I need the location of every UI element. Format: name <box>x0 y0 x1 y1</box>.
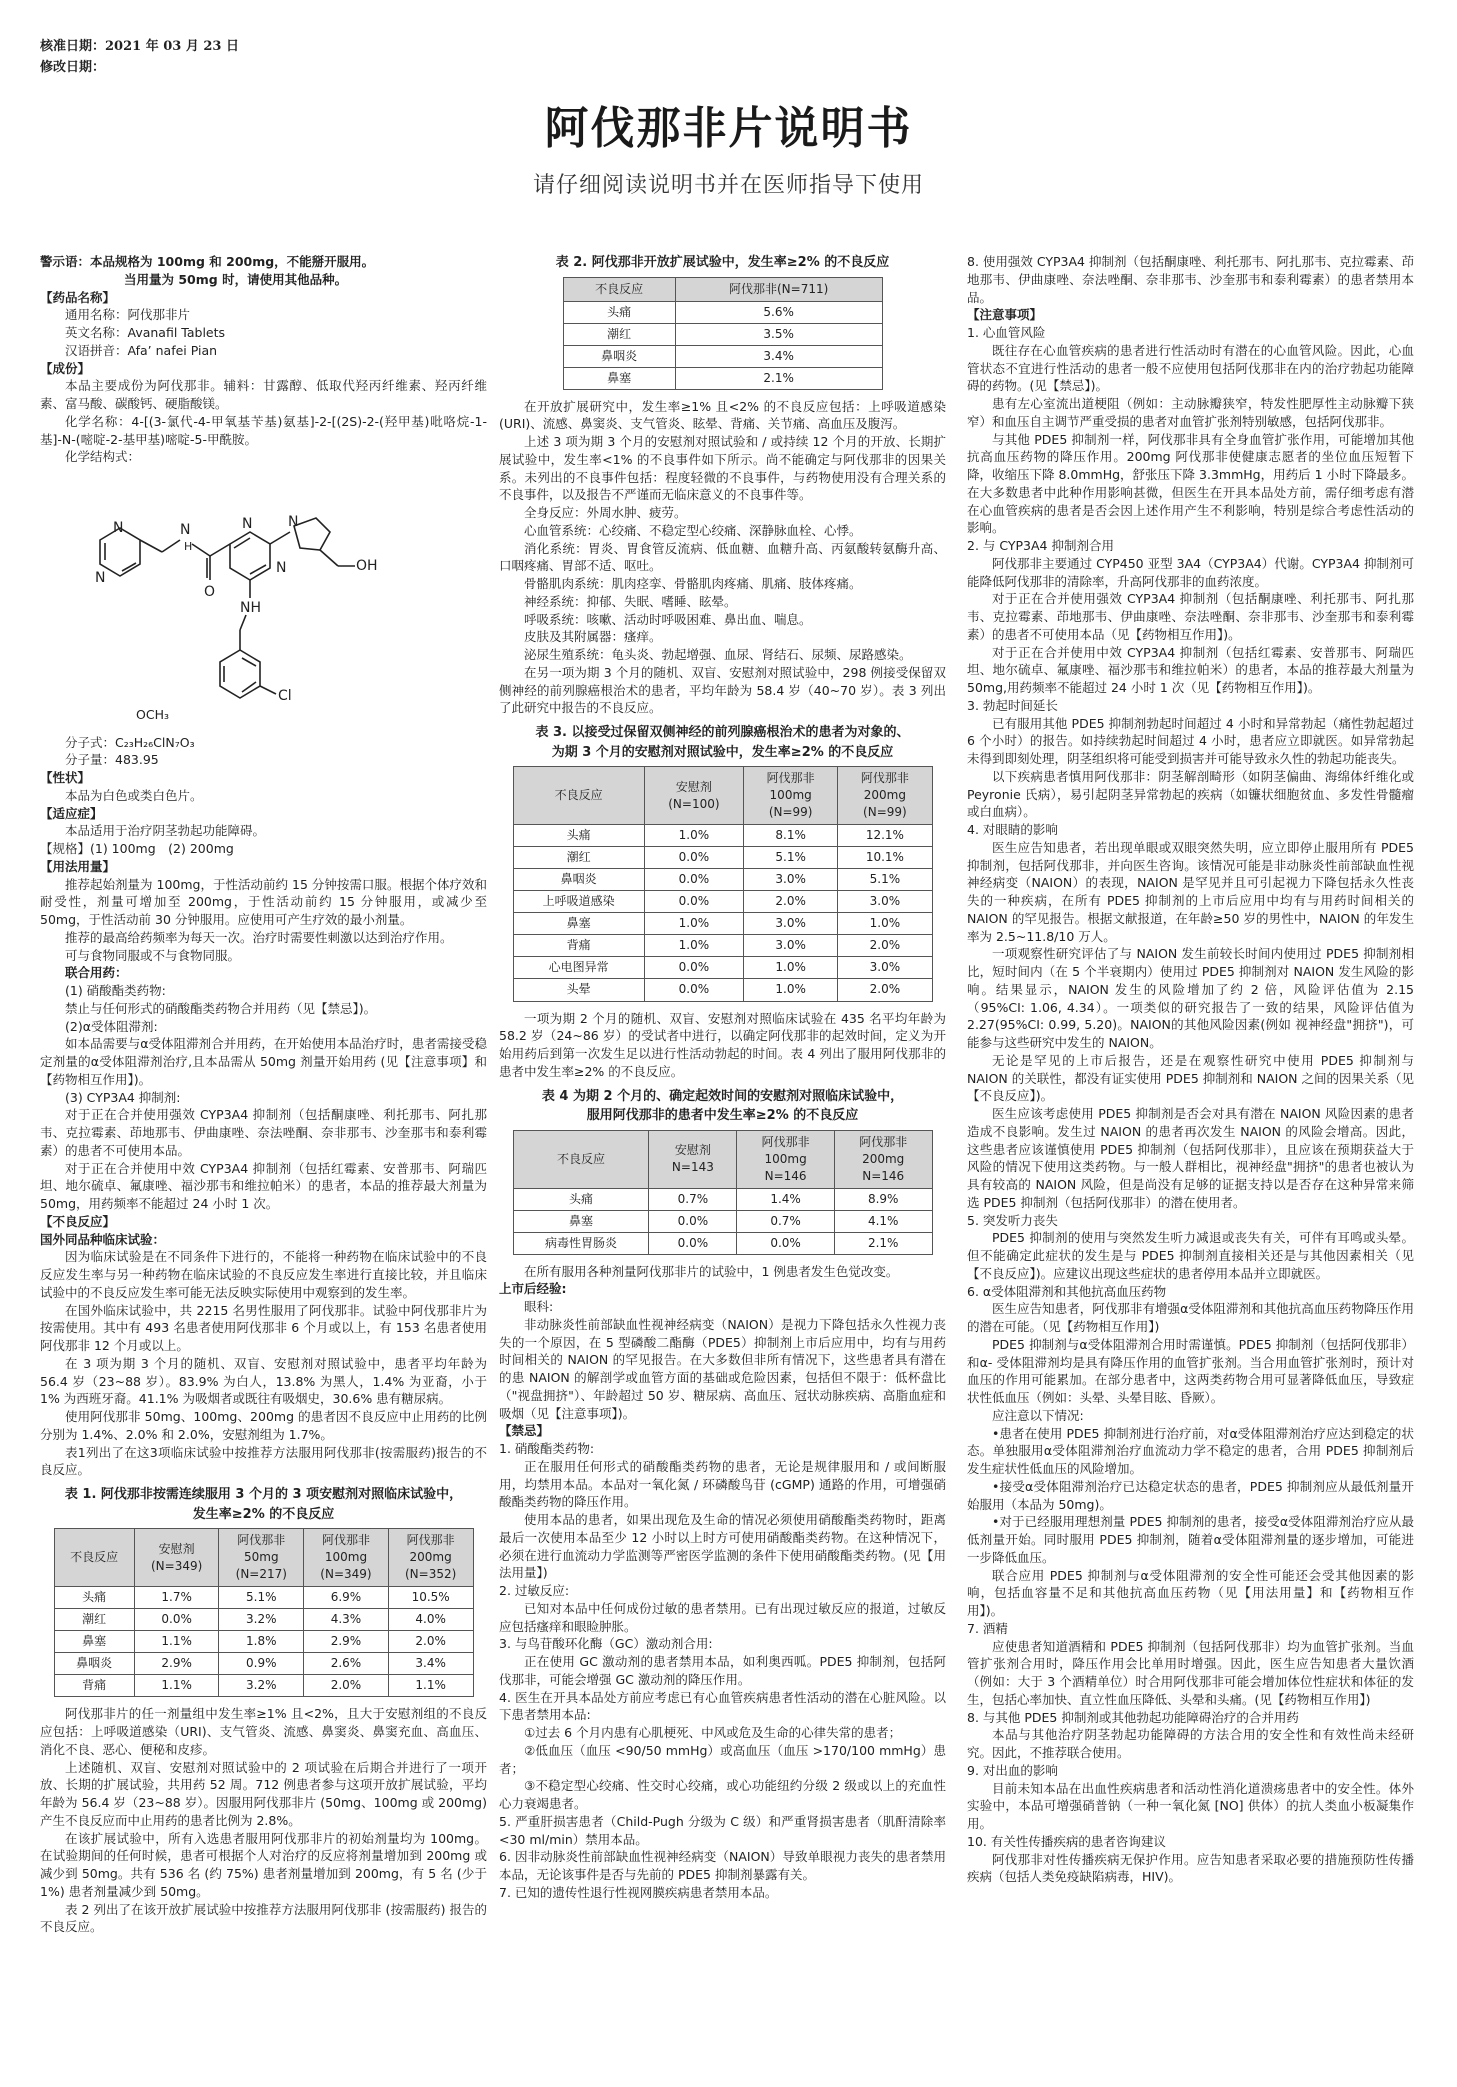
paragraph: (1) 硝酸酯类药物: <box>65 983 166 998</box>
paragraph: 在 3 项为期 3 个月的随机、双盲、安慰剂对照试验中，患者平均年龄为 56.4 岁（23~88 岁）。83.9% 为白人，13.8% 为黑人，1.4% 为亚裔，小于 1% 为西班牙裔。41.1% 为吸烟者或既往有吸烟史，30.6% 患有糖尿病。 <box>40 1355 487 1407</box>
paragraph: 在所有服用各种剂量阿伐那非片的试验中，1 例患者发生色觉改变。 <box>524 1263 899 1279</box>
table-cell: 1.7% <box>134 1587 219 1609</box>
paragraph: 对于正在合并使用中效 CYP3A4 抑制剂（包括红霉素、安普那韦、阿瑞匹坦、地尔硫卓、氟康唑、福沙那韦和维拉帕米）的患者，本品的推荐最大剂量为 50mg,用药频率不能超过 24 小时 1 次（见【药物相互作用】)。 <box>967 644 1414 695</box>
table-3 <box>513 766 933 1001</box>
paragraph: 非动脉炎性前部缺血性视神经病变（NAION）是视力下降包括永久性视力丧失的一个原因，在 5 型磷酸二酯酶（PDE5）抑制剂上市后应用中，均有与用药时间相关的 NAION 的罕见报告。在大多数但非所有情况下，这些患者具有潜在的患 NAION 的解剖学或血管方面的基础或危险因素，包括但不限于：低杯盘比（"视盘拥挤"）、年龄超过 50 岁、糖尿病、高血压、冠状动脉疾病、高脂血症和吸烟（见【注意事项】)。 <box>499 1316 946 1421</box>
table-2-caption: 表 2. 阿伐那非开放扩展试验中，发生率≥2% 的不良反应 <box>555 255 890 270</box>
table-1 <box>54 1528 474 1697</box>
paragraph: 7. 酒精 <box>967 1620 1008 1636</box>
paragraph: 以下疾病患者慎用阿伐那非：阴茎解剖畸形（如阴茎偏曲、海绵体纤维化或 Peyronie 氏病），易引起阴茎异常勃起的疾病（如镰状细胞贫血、多发性骨髓瘤或白血病）。 <box>967 768 1414 820</box>
caption-line: 表 1. 阿伐那非按需连续服用 3 个月的 3 项安慰剂对照临床试验中， <box>64 1487 463 1502</box>
paragraph: 正在服用任何形式的硝酸酯类药物的患者，无论是规律服用和 / 或间断服用，均禁用本品。本品对一氧化氮 / 环磷酸鸟苷 (cGMP) 通路的作用，可增强硝酸酯类药物的降压作用。 <box>499 1458 946 1510</box>
column-1 <box>40 253 487 1936</box>
table-cell: 1.0% <box>744 979 838 1001</box>
paragraph: 9. 对出血的影响 <box>967 1762 1058 1778</box>
subheading: 上市后经验: <box>499 1281 567 1297</box>
table-header-row <box>54 1529 473 1587</box>
paragraph: 应注意以下情况: <box>992 1407 1084 1423</box>
paragraph: 呼吸系统：咳嗽、活动时呼吸困难、鼻出血、喘息。 <box>524 611 812 627</box>
paragraph: 4. 医生在开具本品处方前应考虑已有心血管疾病患者性活动的潜在心脏风险。以下患者禁用本品: <box>499 1689 946 1723</box>
atom-n4: N <box>276 560 287 576</box>
approve-date: 核准日期：2021 年 03 月 23 日 <box>40 39 239 54</box>
chemical-structure-diagram <box>80 470 410 705</box>
paragraph: 上述 3 项为期 3 个月的安慰剂对照试验和 / 或持续 12 个月的开放、长期扩展试验中，发生率<1% 的不良事件如下所示。尚不能确定与阿伐那非的因果关系。未列出的不良事件包括：程度轻微的不良事件，与药物使用没有合理关系的不良事件，以及报告不严谨而无临床意义的不良事件等。 <box>499 434 946 503</box>
page-subtitle: 请仔细阅读说明书并在医师指导下使用 <box>532 173 924 198</box>
table-cell: 5.6% <box>675 301 882 323</box>
paragraph: 心血管系统：心绞痛、不稳定型心绞痛、深静脉血栓、心悸。 <box>524 522 862 538</box>
paragraph: 因为临床试验是在不同条件下进行的，不能将一种药物在临床试验中的不良反应发生率与另一种药物在临床试验的不良反应发生率进行直接比较，并且临床试验中的不良反应发生率可能无法反映实际使用中观察到的发生率。 <box>40 1249 487 1300</box>
paragraph: 骨骼肌肉系统：肌肉痉挛、骨骼肌肉疼痛、肌痛、肢体疼痛。 <box>524 576 862 592</box>
structure-label: 化学结构式： <box>65 449 141 465</box>
pyrrolidine-ring <box>294 518 330 550</box>
table-cell: 4.1% <box>834 1210 932 1232</box>
table-cell: 3.4% <box>388 1653 473 1675</box>
table-header-row <box>513 1130 932 1188</box>
paragraph: 5. 突发听力丧失 <box>967 1212 1058 1228</box>
table-cell: 5.1% <box>744 847 838 869</box>
table-header-cell: 安慰剂 N=143 <box>649 1130 737 1188</box>
subheading: 国外同品种临床试验： <box>40 1231 166 1247</box>
caption-line: 服用阿伐那非的患者中发生率≥2% 的不良反应 <box>586 1108 859 1123</box>
methoxy-label: OCH₃ <box>136 706 169 722</box>
table-cell: 鼻塞 <box>513 913 644 935</box>
paragraph: 既往存在心血管疾病的患者进行性活动时有潜在的心血管风险。因此，心血管状态不宜进行性活动的患者一般不应使用包括阿伐那非在内的治疗勃起功能障碍的药物。(见【禁忌】)。 <box>967 342 1414 394</box>
paragraph: 可与食物同服或不与食物同服。 <box>65 947 241 963</box>
paragraph: •患者在使用 PDE5 抑制剂进行治疗前，对α受体阻滞剂治疗应达到稳定的状态。单独服用α受体阻滞剂治疗血流动力学不稳定的患者，合用 PDE5 抑制剂后发生症状性低血压的风险增加。 <box>967 1425 1414 1476</box>
paragraph: 3. 勃起时间延长 <box>967 697 1058 713</box>
paragraph: 联合应用 PDE5 抑制剂与α受体阻滞剂的安全性可能还会受其他因素的影响，包括血容量不足和其他抗高血压药物（见【用法用量】和【药物相互作用】)。 <box>967 1567 1414 1618</box>
paragraph: 阿伐那非主要通过 CYP450 亚型 3A4（CYP3A4）代谢。CYP3A4 抑制剂可能降低阿伐那非的清除率，升高阿伐那非的血药浓度。 <box>967 555 1414 589</box>
table-cell: 0.7% <box>737 1210 835 1232</box>
table-cell: 3.0% <box>838 957 932 979</box>
table-cell: 头痛 <box>54 1587 134 1609</box>
table-cell: 2.0% <box>388 1631 473 1653</box>
benzene-ring <box>220 650 260 698</box>
table-cell: 鼻咽炎 <box>513 869 644 891</box>
paragraph: 泌尿生殖系统：龟头炎、勃起增强、血尿、肾结石、尿频、尿路感染。 <box>524 647 912 663</box>
table-4 <box>513 1130 933 1255</box>
page-title: 阿伐那非片说明书 <box>544 103 913 154</box>
paragraph: 上述随机、双盲、安慰剂对照试验中的 2 项试验在后期合并进行了一项开放、长期的扩展试验，共用药 52 周。712 例患者参与这项开放扩展试验，平均年龄为 56.4 岁（23~88 岁）。因服用阿伐那非片 (50mg、100mg 或 200mg) 产生不良反应而中止用药的患者比例为 2.8%。 <box>40 1759 487 1828</box>
paragraph: 医生应告知患者，若出现单眼或双眼突然失明，应立即停止服用所有 PDE5 抑制剂，包括阿伐那非，并向医生咨询。该情况可能是非动脉炎性前部缺血性视神经病变（NAION）的表现，NAION 是罕见并且可引起视力下降包括永久性丧失的一种疾病，在所有 PDE5 抑制剂的上市后应用中均有与用药时间相关的 NAION 的罕见报告。根据文献报道，在年龄≥50 岁的男性中，NAION 的年发生率为 2.5~11.8/10 万人。 <box>967 839 1414 944</box>
paragraph: 医生应告知患者，阿伐那非有增强α受体阻滞剂和其他抗高血压药物降压作用的潜在可能。（见【药物相互作用】) <box>967 1301 1414 1334</box>
paragraph: 消化系统：胃炎、胃食管反流病、低血糖、血糖升高、丙氨酸转氨酶升高、口咽疼痛、胃部不适、呕吐。 <box>499 540 946 574</box>
paragraph: 在另一项为期 3 个月的随机、双盲、安慰剂对照试验中，298 例接受保留双侧神经的前列腺癌根治术的患者，平均年龄为 58.4 岁（40~70 岁）。表 3 列出了此研究中报告的不良反应。 <box>499 664 946 716</box>
section-contraindications: 【禁忌】 <box>499 1423 550 1439</box>
table-cell: 0.0% <box>134 1609 219 1631</box>
table-cell: 1.1% <box>134 1631 219 1653</box>
table-row <box>513 913 932 935</box>
table-header-cell: 阿伐那非 200mg N=146 <box>834 1130 932 1188</box>
table-cell: 潮红 <box>563 323 675 345</box>
section-adverse: 【不良反应】 <box>40 1213 116 1229</box>
table-cell: 背痛 <box>54 1675 134 1697</box>
table-cell: 潮红 <box>513 847 644 869</box>
column-2 <box>499 253 946 1902</box>
table-cell: 1.0% <box>644 935 743 957</box>
paragraph: 对于正在合并使用强效 CYP3A4 抑制剂（包括酮康唑、利托那韦、阿扎那韦、克拉霉素、茚地那韦、伊曲康唑、奈法唑酮、奈非那韦、沙奎那韦和泰利霉素）的患者不可使用本品。 <box>40 1107 487 1158</box>
paragraph: 全身反应：外周水肿、疲劳。 <box>524 505 687 521</box>
table-header-cell: 阿伐那非 200mg (N=99) <box>838 767 932 825</box>
table-cell: 头晕 <box>513 979 644 1001</box>
table-row <box>513 1210 932 1232</box>
table-cell: 1.1% <box>134 1675 219 1697</box>
section-name: 【药品名称】 <box>40 289 116 305</box>
paragraph: 与其他 PDE5 抑制剂一样，阿伐那非具有全身血管扩张作用，可能增加其他抗高血压药物的降压作用。200mg 阿伐那非使健康志愿者的坐位血压短暂下降，收缩压下降 8.0mmHg，舒张压下降 3.3mmHg，用药后 1 小时下降最多。在大多数患者中此种作用影响甚微，但医生在开具本品处方前，需仔细考虑有潜在心血管疾病的患者是否会因上述作用产生不利影响，特别是综合考虑性活动的影响。 <box>967 431 1414 536</box>
table-row <box>513 891 932 913</box>
table-cell: 2.1% <box>834 1232 932 1254</box>
table-row <box>563 345 882 367</box>
paragraph: 已知对本品中任何成份过敏的患者禁用。已有出现过敏反应的报道，过敏反应包括瘙痒和眼睑肿胀。 <box>499 1600 946 1634</box>
paragraph: 3. 与鸟苷酸环化酶（GC）激动剂合用: <box>499 1636 713 1652</box>
warning-line-1: 警示语：本品规格为 100mg 和 200mg，不能掰开服用。 <box>40 254 375 269</box>
paragraph: 表 2 列出了在该开放扩展试验中按推荐方法服用阿伐那非 (按需服药) 报告的不良反应。 <box>40 1901 487 1935</box>
column-3 <box>967 253 1414 1886</box>
paragraph: 本品主要成份为阿伐那非。辅料：甘露醇、低取代羟丙纤维素、羟丙纤维素、富马酸、碳酸钙、硬脂酸镁。 <box>40 378 487 411</box>
paragraph: (3) CYP3A4 抑制剂: <box>65 1089 181 1105</box>
modify-date: 修改日期： <box>40 60 106 75</box>
table-cell: 2.9% <box>304 1631 389 1653</box>
table-cell: 鼻咽炎 <box>54 1653 134 1675</box>
chemical-name: 化学名称：4-[(3-氯代-4-甲氧基苄基)氨基]-2-[(2S)-2-(羟甲基)吡咯烷-1-基]-N-(嘧啶-2-基甲基)嘧啶-5-甲酰胺。 <box>40 413 487 447</box>
table-row <box>54 1609 473 1631</box>
paragraph: 目前未知本品在出血性疾病患者和活动性消化道溃疡患者中的安全性。体外实验中，本品可增强硝普钠（一种一氧化氮 [NO] 供体）的抗人类血小板凝集作用。 <box>967 1780 1414 1831</box>
section-precautions: 【注意事项】 <box>967 307 1043 323</box>
paragraph: ②低血压（血压 <90/50 mmHg）或高血压（血压 >170/100 mmHg）患者； <box>499 1742 946 1776</box>
paragraph: 禁止与任何形式的硝酸酯类药物合并用药（见【禁忌】)。 <box>65 1000 377 1016</box>
section-usage: 【用法用量】 <box>40 858 116 874</box>
caption-line: 表 3. 以接受过保留双侧神经的前列腺癌根治术的患者为对象的、 <box>535 725 910 741</box>
table-cell: 10.5% <box>388 1587 473 1609</box>
pinyin-name: 汉语拼音：Afa’ nafei Pian <box>65 342 218 358</box>
molecular-weight: 分子量：483.95 <box>65 752 159 768</box>
paragraph: 一项为期 2 个月的随机、双盲、安慰剂对照临床试验在 435 名平均年龄为 58.2 岁（24~86 岁）的受试者中进行，以确定阿伐那非的起效时间，定义为开始用药后到第一次发生足以进行性活动勃起的时间。表 4 列出了服用阿伐那非的患者中发生率≥2% 的不良反应。 <box>499 1010 946 1079</box>
paragraph: 使用本品的患者，如果出现危及生命的情况必须使用硝酸酯类药物时，距离最后一次使用本品至少 12 小时以上时方可使用硝酸酯类药物。在这种情况下，必须在进行血流动力学监测等严密医学监测的条件下使用硝酸酯类药物。(见【用法用量】) <box>499 1512 946 1581</box>
table-cell: 5.1% <box>219 1587 304 1609</box>
table-row <box>54 1631 473 1653</box>
table-cell: 背痛 <box>513 935 644 957</box>
table-header-cell: 安慰剂 (N=100) <box>644 767 743 825</box>
table-cell: 3.2% <box>219 1675 304 1697</box>
table-row <box>513 935 932 957</box>
table-cell: 头痛 <box>513 1188 649 1210</box>
paragraph: ①过去 6 个月内患有心肌梗死、中风或危及生命的心律失常的患者； <box>524 1725 902 1741</box>
paragraph: 对于正在合并使用强效 CYP3A4 抑制剂（包括酮康唑、利托那韦、阿扎那韦、克拉霉素、茚地那韦、伊曲康唑、奈法唑酮、奈非那韦、沙奎那韦和泰利霉素）的患者不可使用本品（见【药物相互作用】)。 <box>967 591 1414 642</box>
table-cell: 5.1% <box>838 869 932 891</box>
paragraph: ③不稳定型心绞痛、性交时心绞痛，或心功能纽约分级 2 级或以上的充血性心力衰竭患者。 <box>499 1778 946 1812</box>
table-cell: 0.0% <box>644 957 743 979</box>
table-cell: 2.9% <box>134 1653 219 1675</box>
paragraph: •接受α受体阻滞剂治疗已达稳定状态的患者，PDE5 抑制剂应从最低剂量开始服用（本品为 50mg)。 <box>967 1478 1414 1512</box>
paragraph: 一项观察性研究评估了与 NAION 发生前较长时间内使用过 PDE5 抑制剂相比，短时间内（在 5 个半衰期内）使用过 PDE5 抑制剂对 NAION 发生风险的影响。结果显示，NAION 发生的风险增加了约 2 倍，风险评估值为 2.15（95%CI: 1.06, 4.34）。一项类似的研究报告了一致的结果，风险评估值为2.27(95%CI: 0.99, 5.20)。NAION的其他风险因素(例如 视神经盘"拥挤")，可能参与这些研究中发生的 NAION。 <box>967 946 1414 1050</box>
paragraph: 如本品需要与α受体阻滞剂合并用药，在开始使用本品治疗时，患者需接受稳定剂量的α受体阻滞剂治疗,且本品需从 50mg 剂量开始用药 (见【注意事项】和【药物相互作用】)。 <box>40 1036 487 1087</box>
atom-n1: N <box>113 520 124 536</box>
table-cell: 3.0% <box>744 869 838 891</box>
table-header-cell: 不良反应 <box>563 277 675 301</box>
table-cell: 6.9% <box>304 1587 389 1609</box>
table-cell: 3.5% <box>675 323 882 345</box>
table-row <box>513 825 932 847</box>
table-cell: 病毒性胃肠炎 <box>513 1232 649 1254</box>
paragraph: 推荐起始剂量为 100mg，于性活动前约 15 分钟按需口服。根据个体疗效和耐受性，剂量可增加至 200mg，于性活动前约 15 分钟服用，或减少至 50mg，于性活动前 30 分钟服用。应使用可产生疗效的最小剂量。 <box>40 876 487 927</box>
table-cell: 4.3% <box>304 1609 389 1631</box>
paragraph: (2)α受体阻滞剂: <box>65 1018 158 1034</box>
table-cell: 0.0% <box>644 869 743 891</box>
table-row <box>54 1675 473 1697</box>
table-cell: 1.0% <box>838 913 932 935</box>
paragraph: 6. α受体阻滞剂和其他抗高血压药物 <box>967 1283 1167 1299</box>
atom-oh: OH <box>356 558 378 574</box>
paragraph: 表1列出了在这3项临床试验中按推荐方法服用阿伐那非(按需服药)报告的不良反应。 <box>40 1444 487 1478</box>
table-cell: 头痛 <box>563 301 675 323</box>
table-cell: 2.1% <box>675 367 882 389</box>
table-cell: 0.0% <box>644 847 743 869</box>
table-3-caption <box>499 723 946 762</box>
table-cell: 4.0% <box>388 1609 473 1631</box>
header-dates <box>40 36 239 78</box>
table-row <box>54 1653 473 1675</box>
paragraph: 6. 因非动脉炎性前部缺血性视神经病变（NAION）导致单眼视力丧失的患者禁用本品，无论该事件是否与先前的 PDE5 抑制剂暴露有关。 <box>499 1849 946 1883</box>
table-cell: 0.0% <box>644 891 743 913</box>
table-header-cell: 不良反应 <box>513 767 644 825</box>
table-cell: 鼻塞 <box>513 1210 649 1232</box>
table-cell: 0.0% <box>644 979 743 1001</box>
table-cell: 3.0% <box>744 913 838 935</box>
table-header-cell: 阿伐那非 100mg (N=99) <box>744 767 838 825</box>
table-row <box>513 1188 932 1210</box>
atom-o: O <box>204 584 216 600</box>
table-cell: 头痛 <box>513 825 644 847</box>
table-header-cell: 安慰剂 (N=349) <box>134 1529 219 1587</box>
table-row <box>513 847 932 869</box>
table-cell: 1.0% <box>644 825 743 847</box>
table-cell: 3.0% <box>838 891 932 913</box>
table-row <box>513 979 932 1001</box>
paragraph: •对于已经服用理想剂量 PDE5 抑制剂的患者，接受α受体阻滞剂治疗应从最低剂量开始。同时服用 PDE5 抑制剂，随着α受体阻滞剂量的逐步增加，可能进一步降低血压。 <box>967 1514 1414 1565</box>
table-header-cell: 不良反应 <box>54 1529 134 1587</box>
paragraph: PDE5 抑制剂与α受体阻滞剂合用时需谨慎。PDE5 抑制剂（包括阿伐那非）和α- 受体阻滞剂均是具有降压作用的血管扩张剂。当合用血管扩张剂时，预计对血压的作用可能累加。在部分患者中，这两类药物合用可显著降低血压，导致症状性低血压（例如：头晕、头晕目眩、昏厥）。 <box>967 1336 1414 1405</box>
caption-line: 发生率≥2% 的不良反应 <box>192 1506 335 1522</box>
paragraph: 正在使用 GC 激动剂的患者禁用本品，如利奥西呱。PDE5 抑制剂，包括阿伐那非，可能会增强 GC 激动剂的降压作用。 <box>499 1654 946 1687</box>
paragraph: 1. 心血管风险 <box>967 325 1046 340</box>
table-row <box>563 301 882 323</box>
atom-h-amide: H <box>184 540 193 553</box>
table-cell: 0.9% <box>219 1653 304 1675</box>
table-cell: 0.7% <box>649 1188 737 1210</box>
table-cell: 8.9% <box>834 1188 932 1210</box>
table-cell: 潮红 <box>54 1609 134 1631</box>
table-cell: 8.1% <box>744 825 838 847</box>
paragraph: 1. 硝酸酯类药物: <box>499 1441 595 1457</box>
paragraph: 4. 对眼睛的影响 <box>967 822 1058 837</box>
atom-n3: N <box>242 516 253 532</box>
table-2 <box>563 277 883 390</box>
table-cell: 1.1% <box>388 1675 473 1697</box>
table-cell: 上呼吸道感染 <box>513 891 644 913</box>
table-header-cell: 阿伐那非 100mg N=146 <box>737 1130 835 1188</box>
table-cell: 3.0% <box>744 935 838 957</box>
table-4-caption <box>499 1087 946 1126</box>
caption-line: 为期 3 个月的安慰剂对照试验中，发生率≥2% 的不良反应 <box>551 744 894 760</box>
table-cell: 12.1% <box>838 825 932 847</box>
atom-nh: NH <box>240 600 261 616</box>
paragraph: 2. 与 CYP3A4 抑制剂合用 <box>967 538 1114 553</box>
table-header-cell: 阿伐那非 50mg (N=217) <box>219 1529 304 1587</box>
atom-n2: N <box>95 570 106 586</box>
paragraph: 无论是罕见的上市后报告，还是在观察性研究中使用 PDE5 抑制剂与 NAION 的关联性，都没有证实使用 PDE5 抑制剂和 NAION 之间的因果关系（见【不良反应】)。 <box>967 1052 1414 1104</box>
table-header-row <box>563 277 882 301</box>
paragraph: 医生应该考虑使用 PDE5 抑制剂是否会对具有潜在 NAION 风险因素的患者造成不良影响。发生过 NAION 的患者再次发生 NAION 的风险会增高。因此，这些患者应该谨慎使用 PDE5 抑制剂（包括阿伐那非），且应该在预期获益大于风险的情况下使用这类药物。与一般人群相比，视神经盘"拥挤"的患者也被认为具有较高的 NAION 风险，但是尚没有足够的证据支持以是否存在这种异常来筛选 PDE5 抑制剂（包括阿伐那非）的潜在使用者。 <box>967 1106 1414 1210</box>
paragraph: 在开放扩展研究中，发生率≥1% 且<2% 的不良反应包括：上呼吸道感染 (URI)、流感、鼻窦炎、支气管炎、眩晕、背痛、关节痛、高血压及腹泻。 <box>499 398 946 432</box>
paragraph: 8. 使用强效 CYP3A4 抑制剂（包括酮康唑、利托那韦、阿扎那韦、克拉霉素、茚地那韦、伊曲康唑、奈法唑酮、奈非那韦、沙奎那韦和泰利霉素）的患者禁用本品。 <box>967 254 1414 305</box>
paragraph: 应使患者知道酒精和 PDE5 抑制剂（包括阿伐那非）均为血管扩张剂。当血管扩张剂合用时，降压作用会比单用时增强。因此，医生应告知患者大量饮酒（例如：大于 3 个酒精单位）时合用阿伐那非可能会增加体位性症状和体征的发生，包括心率加快、直立性血压降低、头晕和头痛。(见【药物相互作用】) <box>967 1638 1414 1707</box>
atom-n-pyrrolidine: N <box>288 514 299 530</box>
paragraph: 2. 过敏反应: <box>499 1583 570 1599</box>
paragraph: 皮肤及其附属器：瘙痒。 <box>524 629 662 645</box>
subheading: 联合用药： <box>65 965 128 981</box>
molecular-formula: 分子式：C₂₃H₂₆ClN₇O₃ <box>65 734 195 750</box>
paragraph: 神经系统：抑郁、失眠、嗜睡、眩晕。 <box>524 593 737 609</box>
table-row <box>513 957 932 979</box>
table-cell: 鼻塞 <box>54 1631 134 1653</box>
pyrimidine-ring-center <box>230 532 270 580</box>
table-cell: 0.0% <box>649 1232 737 1254</box>
atom-cl: Cl <box>278 688 292 704</box>
table-cell: 鼻咽炎 <box>563 345 675 367</box>
generic-name: 通用名称：阿伐那非片 <box>65 307 191 323</box>
paragraph: 在国外临床试验中，共 2215 名男性服用了阿伐那非。试验中阿伐那非片为按需使用。其中有 493 名患者使用阿伐那非 6 个月或以上，有 153 名患者使用阿伐那非 12 个月或以上。 <box>40 1302 487 1353</box>
paragraph: 8. 与其他 PDE5 抑制剂或其他勃起功能障碍治疗的合并用药 <box>967 1709 1299 1725</box>
table-cell: 2.6% <box>304 1653 389 1675</box>
section-traits: 【性状】 <box>40 770 91 785</box>
table-row <box>563 367 882 389</box>
table-cell: 鼻塞 <box>563 367 675 389</box>
warning-line-2: 当用量为 50mg 时，请使用其他品种。 <box>124 271 348 287</box>
caption-line: 表 4 为期 2 个月的、确定起效时间的安慰剂对照临床试验中， <box>541 1088 904 1104</box>
paragraph: 眼科: <box>524 1299 554 1315</box>
table-1-caption <box>40 1485 487 1524</box>
table-cell: 2.0% <box>838 935 932 957</box>
table-header-row <box>513 767 932 825</box>
table-cell: 1.0% <box>744 957 838 979</box>
table-cell: 0.0% <box>737 1232 835 1254</box>
table-cell: 2.0% <box>744 891 838 913</box>
paragraph: PDE5 抑制剂的使用与突然发生听力减退或丧失有关，可伴有耳鸣或头晕。但不能确定此症状的发生是与 PDE5 抑制剂直接相关还是与其他因素相关（见【不良反应】)。应建议出现这些症状的患者停用本品并立即就医。 <box>967 1230 1414 1281</box>
table-cell: 2.0% <box>304 1675 389 1697</box>
table-header-cell: 阿伐那非(N=711) <box>675 277 882 301</box>
table-cell: 3.2% <box>219 1609 304 1631</box>
paragraph: 在该扩展试验中，所有入选患者服用阿伐那非片的初始剂量均为 100mg。在试验期间的任何时候，患者可根据个人对治疗的反应将剂量增加到 200mg 或减少到 50mg。共有 536 名 (约 75%) 患者剂量增加到 200mg，有 5 名 (少于 1%) 患者剂量减少到 50mg。 <box>40 1830 487 1899</box>
table-cell: 10.1% <box>838 847 932 869</box>
table-row <box>54 1587 473 1609</box>
table-cell: 2.0% <box>838 979 932 1001</box>
table-row <box>513 1232 932 1254</box>
table-header-cell: 阿伐那非 200mg (N=352) <box>388 1529 473 1587</box>
paragraph: 5. 严重肝损害患者（Child-Pugh 分级为 C 级）和严重肾损害患者（肌酐清除率 <30 ml/min）禁用本品。 <box>499 1813 946 1847</box>
paragraph: 7. 已知的遗传性退行性视网膜疾病患者禁用本品。 <box>499 1884 778 1900</box>
section-indication: 【适应症】 <box>40 805 103 821</box>
paragraph: 阿伐那非对性传播疾病无保护作用。应告知患者采取必要的措施预防性传播疾病（包括人类免疫缺陷病毒，HIV)。 <box>967 1851 1414 1885</box>
paragraph: 已有服用其他 PDE5 抑制剂勃起时间超过 4 小时和异常勃起（痛性勃起超过 6 个小时）的报告。如持续勃起时间超过 4 小时，患者应立即就医。如异常勃起未得到即刻处理，阴茎组织将可能受到损害并可能导致永久性的勃起功能丧失。 <box>967 715 1414 766</box>
indication-text: 本品适用于治疗阴茎勃起功能障碍。 <box>65 823 266 839</box>
paragraph: 对于正在合并使用中效 CYP3A4 抑制剂（包括红霉素、安普那韦、阿瑞匹坦、地尔硫卓、氟康唑、福沙那韦和维拉帕米）的患者，本品的推荐最大剂量为 50mg，用药频率不能超过 24 小时 1 次。 <box>40 1160 487 1211</box>
paragraph: 10. 有关性传播疾病的患者咨询建议 <box>967 1833 1166 1849</box>
table-row <box>513 869 932 891</box>
table-cell: 0.0% <box>649 1210 737 1232</box>
table-cell: 1.0% <box>644 913 743 935</box>
paragraph: 本品与其他治疗阴茎勃起功能障碍的方法合用的安全性和有效性尚未经研究。因此，不推荐联合使用。 <box>967 1727 1414 1760</box>
table-header-cell: 不良反应 <box>513 1130 649 1188</box>
table-cell: 1.8% <box>219 1631 304 1653</box>
table-cell: 1.4% <box>737 1188 835 1210</box>
paragraph: 使用阿伐那非 50mg、100mg、200mg 的患者因不良反应中止用药的比例分别为 1.4%、2.0% 和 2.0%，安慰剂组为 1.7%。 <box>40 1409 487 1442</box>
table-cell: 3.4% <box>675 345 882 367</box>
paragraph: 患有左心室流出道梗阻（例如：主动脉瓣狭窄，特发性肥厚性主动脉瓣下狭窄）和血压自主调节严重受损的患者对血管扩张剂特别敏感，包括阿伐那非。 <box>967 396 1414 429</box>
atom-n-amide: N <box>180 522 191 538</box>
table-row <box>563 323 882 345</box>
spec-text: 【规格】(1) 100mg (2) 200mg <box>40 841 234 856</box>
traits-text: 本品为白色或类白色片。 <box>65 787 203 803</box>
english-name: 英文名称：Avanafil Tablets <box>65 325 226 340</box>
paragraph: 阿伐那非片的任一剂量组中发生率≥1% 且<2%，且大于安慰剂组的不良反应包括：上呼吸道感染（URI)、支气管炎、流感、鼻窦炎、鼻窦充血、高血压、消化不良、恶心、便秘和皮疹。 <box>40 1706 487 1757</box>
section-composition: 【成份】 <box>40 360 91 376</box>
paragraph: 推荐的最高给药频率为每天一次。治疗时需要性刺激以达到治疗作用。 <box>65 929 453 945</box>
table-cell: 心电图异常 <box>513 957 644 979</box>
table-header-cell: 阿伐那非 100mg (N=349) <box>304 1529 389 1587</box>
